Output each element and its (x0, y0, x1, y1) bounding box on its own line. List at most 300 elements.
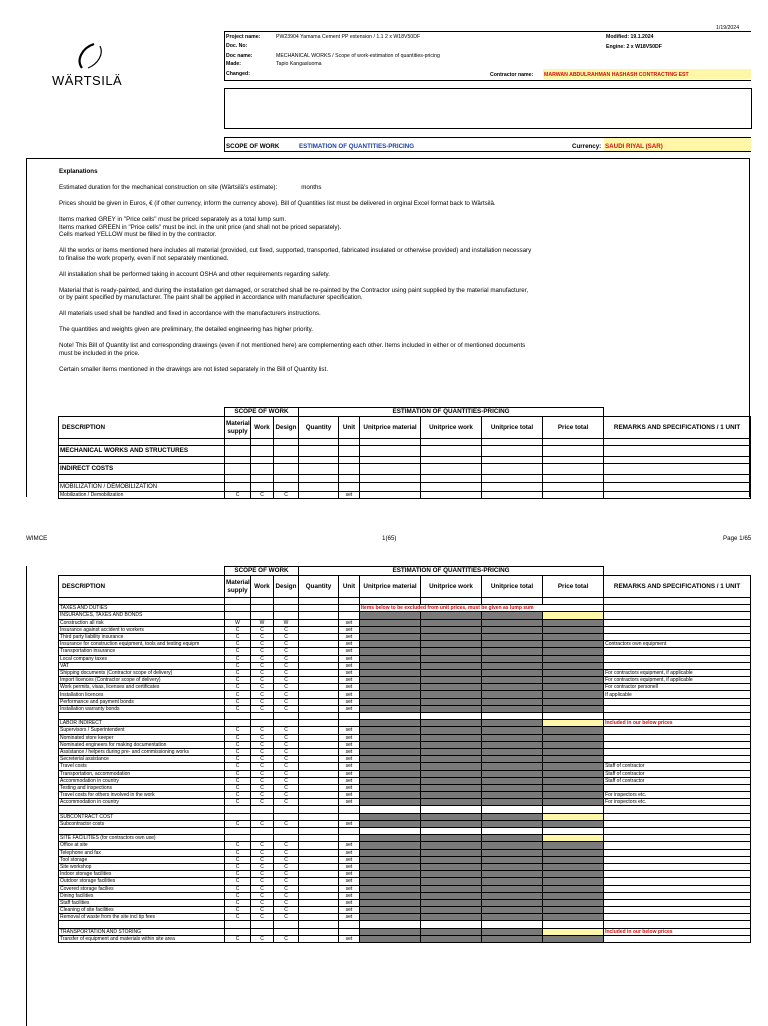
item-price-total (543, 727, 604, 734)
item-quantity (299, 669, 339, 676)
item-unitprice-work (421, 842, 482, 849)
item-design: C (274, 885, 299, 892)
table-row (59, 784, 751, 791)
item-unitprice-total (482, 619, 543, 626)
table-row (59, 842, 751, 849)
item-material-supply: C (225, 641, 251, 648)
item-unitprice-work (421, 748, 482, 755)
item-material-supply: C (225, 777, 251, 784)
item-price-total (543, 655, 604, 662)
item-unitprice-total (482, 763, 543, 770)
table-row (59, 655, 751, 662)
item-unit: set (339, 899, 360, 906)
table-cell (360, 928, 421, 935)
item-description: Nominated engineers for making documentation (59, 741, 225, 748)
project-value: PW23904 Yamama Cement PP extension / 1.1 2 x W18V50DF (276, 34, 421, 40)
blank-cell (274, 828, 299, 835)
item-remarks (604, 885, 751, 892)
unit-header: Unit (339, 417, 360, 439)
doc-no-label: Doc. No: (226, 43, 248, 49)
item-design: C (274, 777, 299, 784)
table-cell (604, 605, 751, 612)
item-description: Performance and payment bonds (59, 698, 225, 705)
table-row (59, 871, 751, 878)
explanation-quantities: The quantities and weights given are preliminary, the detailed engineering has higher priority. (59, 326, 313, 333)
table-cell (299, 928, 339, 935)
item-price-total (543, 820, 604, 827)
item-work: C (251, 662, 274, 669)
doc-name-label: Doc name: (226, 53, 253, 59)
item-remarks (604, 784, 751, 791)
page2-table (58, 566, 751, 943)
item-design: C (274, 899, 299, 906)
item-remarks: Staff of contractor (604, 763, 751, 770)
item-work: C (251, 748, 274, 755)
blank-cell (339, 598, 360, 605)
item-unit: set (339, 633, 360, 640)
item-unitprice-total (482, 892, 543, 899)
item-remarks (604, 907, 751, 914)
item-unitprice-total (482, 734, 543, 741)
p2-price-total-header: Price total (543, 576, 604, 598)
blank-cell (482, 598, 543, 605)
table-cell (274, 605, 299, 612)
item-design: C (274, 684, 299, 691)
item-unitprice-total (482, 863, 543, 870)
explanation-osha: All installation shall be performed taking in account OSHA and other requirements regarding safety. (59, 270, 330, 278)
item-remarks (604, 863, 751, 870)
item-work: C (251, 763, 274, 770)
item-unitprice-material (360, 691, 421, 698)
item-quantity (299, 878, 339, 885)
item-unitprice-total (482, 655, 543, 662)
item-remarks: For inspectors etc. (604, 792, 751, 799)
table-cell (339, 605, 360, 612)
item-unitprice-total (482, 698, 543, 705)
remarks-cell (604, 835, 751, 842)
item-unitprice-total (482, 705, 543, 712)
item-unit: set (339, 741, 360, 748)
item-unitprice-work (421, 756, 482, 763)
item-unit: set (339, 691, 360, 698)
item-unitprice-work (421, 863, 482, 870)
item-unitprice-total (482, 641, 543, 648)
item-quantity (299, 734, 339, 741)
item-material-supply: C (225, 677, 251, 684)
item-price-total (543, 849, 604, 856)
item-material-supply: C (225, 892, 251, 899)
item-work: C (251, 705, 274, 712)
item-unitprice-work (421, 633, 482, 640)
table-cell (339, 835, 360, 842)
item-material-supply: C (225, 820, 251, 827)
p2-unitprice-work-header: Unitprice work (421, 576, 482, 598)
item-remarks (604, 619, 751, 626)
item-unit: set (339, 669, 360, 676)
item-description: Transfer of equipment and materials within site area (59, 935, 225, 942)
material-supply-header: Material supply (225, 417, 251, 439)
item-remarks (604, 842, 751, 849)
table-cell (225, 605, 251, 612)
item-design: C (274, 799, 299, 806)
p2-description-header: DESCRIPTION (59, 576, 225, 598)
mobilization-header-row: MOBILIZATION / DEMOBILIZATION (59, 482, 225, 491)
item-unitprice-material (360, 619, 421, 626)
item-work: C (251, 849, 274, 856)
item-description: Site workshop (59, 863, 225, 870)
table-cell (225, 835, 251, 842)
item-price-total (543, 885, 604, 892)
item-material-supply: C (225, 705, 251, 712)
blank-cell (225, 598, 251, 605)
item-work: C (251, 820, 274, 827)
item-material-supply: C (225, 741, 251, 748)
item-unitprice-total (482, 907, 543, 914)
item-remarks: For contractors equipment, if applicable (604, 677, 751, 684)
p2-remarks-header: REMARKS AND SPECIFICATIONS / 1 UNIT (604, 576, 751, 598)
item-unit: set (339, 849, 360, 856)
section-header-label: INSURANCES, TAXES AND BONDS (59, 612, 225, 619)
item-work: C (251, 871, 274, 878)
blank-cell (59, 828, 225, 835)
blank-cell (299, 921, 339, 928)
blank-cell (274, 598, 299, 605)
item-material-supply: C (225, 684, 251, 691)
mobilization-row: Mobilization / Demobilization C C C set (59, 491, 751, 498)
item-unitprice-total (482, 799, 543, 806)
item-material-supply: C (225, 899, 251, 906)
table-row (59, 669, 751, 676)
table-row (59, 763, 751, 770)
item-price-total (543, 792, 604, 799)
item-remarks (604, 820, 751, 827)
item-quantity (299, 899, 339, 906)
item-unitprice-material (360, 648, 421, 655)
item-quantity (299, 770, 339, 777)
price-cell (543, 813, 604, 820)
item-material-supply: C (225, 734, 251, 741)
blank-cell (299, 828, 339, 835)
table-cell (251, 835, 274, 842)
footer-right: Page 1/65 (723, 535, 752, 542)
item-description: Accommodation in country (59, 799, 225, 806)
item-remarks: For inspectors etc. (604, 799, 751, 806)
item-remarks (604, 698, 751, 705)
item-design: C (274, 648, 299, 655)
table-cell (482, 612, 543, 619)
item-quantity (299, 677, 339, 684)
section-header-row (59, 928, 751, 935)
table-cell (225, 928, 251, 935)
footer-center: 1(65) (382, 535, 397, 542)
item-quantity (299, 619, 339, 626)
item-remarks: For contractor personell (604, 684, 751, 691)
item-work: C (251, 799, 274, 806)
item-unitprice-material (360, 669, 421, 676)
item-price-total (543, 741, 604, 748)
item-material-supply: C (225, 669, 251, 676)
item-design: C (274, 770, 299, 777)
table-row (59, 705, 751, 712)
wartsila-logo (52, 40, 132, 90)
table-cell (339, 928, 360, 935)
item-material-supply: C (225, 849, 251, 856)
explanation-colors: Items marked GREY in "Price cells" must be priced separately as a total lump sum. Items marked GREEN in "Price cells" must be incl. in the unit price (and shall not be priced separately). Cells marked YELLOW must be filled in by the contractor. (59, 216, 342, 238)
blank-row (59, 828, 751, 835)
blank-cell (299, 806, 339, 813)
table-cell (339, 612, 360, 619)
section-header-label: SITE FACILITIES (for contractors own use) (59, 835, 225, 842)
item-design: C (274, 842, 299, 849)
item-description: Dining facilities (59, 892, 225, 899)
item-unitprice-material (360, 655, 421, 662)
item-unitprice-material (360, 899, 421, 906)
item-description: Installation licences (59, 691, 225, 698)
remarks-cell: Included in our below prices (604, 720, 751, 727)
table-row (59, 799, 751, 806)
table-cell (251, 612, 274, 619)
item-quantity (299, 842, 339, 849)
blank-row (59, 713, 751, 720)
item-work: C (251, 691, 274, 698)
item-material-supply: C (225, 662, 251, 669)
item-description: Cleaning of site facilities (59, 907, 225, 914)
table-cell (251, 813, 274, 820)
blank-cell (251, 598, 274, 605)
item-work: C (251, 698, 274, 705)
price-total-header: Price total (543, 417, 604, 439)
item-description: Subcontractor costs (59, 820, 225, 827)
item-remarks (604, 662, 751, 669)
item-material-supply: C (225, 748, 251, 755)
table-row (59, 935, 751, 942)
price-cell (543, 835, 604, 842)
item-description: Insurance for construction equipment, tools and testing equipm (59, 641, 225, 648)
quantity-header: Quantity (299, 417, 339, 439)
blank-cell (299, 713, 339, 720)
item-unitprice-material (360, 892, 421, 899)
item-remarks (604, 892, 751, 899)
scope-of-work-header: SCOPE OF WORK (225, 408, 299, 417)
item-unitprice-work (421, 727, 482, 734)
item-quantity (299, 727, 339, 734)
item-work: C (251, 792, 274, 799)
item-unitprice-material (360, 863, 421, 870)
item-description: Work permits, visas, licenses and certificates (59, 684, 225, 691)
item-price-total (543, 691, 604, 698)
item-price-total (543, 799, 604, 806)
logo-text: WÄRTSILÄ (52, 73, 123, 88)
explanation-paint: Material that is ready-painted, and during the installation get damaged, or scratched shall be re-painted by the Contractor using paint supplied by the material manufacturer, or by paint specified by manufacturer. The paint shall be applied in accordance with manufacturer specification. (59, 286, 529, 301)
table-row (59, 741, 751, 748)
table-row (59, 907, 751, 914)
item-description: Nominated store keeper (59, 734, 225, 741)
explanation-handling: All materials used shall be handled and fixed in accordance with the manufacturers instructions. (59, 310, 321, 317)
item-design: C (274, 633, 299, 640)
item-unitprice-total (482, 777, 543, 784)
remarks-cell (604, 813, 751, 820)
item-unitprice-work (421, 914, 482, 921)
item-design: C (274, 849, 299, 856)
item-unitprice-work (421, 763, 482, 770)
footer-left: WIMCE (26, 535, 48, 542)
item-quantity (299, 849, 339, 856)
blank-cell (360, 806, 421, 813)
item-quantity (299, 705, 339, 712)
table-row (59, 633, 751, 640)
item-unitprice-total (482, 691, 543, 698)
item-description: Tool storage (59, 856, 225, 863)
table-cell (421, 928, 482, 935)
item-unitprice-work (421, 935, 482, 942)
blank-cell (251, 713, 274, 720)
item-unitprice-work (421, 871, 482, 878)
item-material-supply: C (225, 871, 251, 878)
item-design: C (274, 820, 299, 827)
blank-cell (225, 828, 251, 835)
item-unitprice-material (360, 705, 421, 712)
item-unit: set (339, 698, 360, 705)
item-unitprice-work (421, 784, 482, 791)
item-quantity (299, 935, 339, 942)
item-remarks (604, 748, 751, 755)
remarks-cell (604, 612, 751, 619)
item-unit: set (339, 842, 360, 849)
item-unitprice-total (482, 878, 543, 885)
design-header: Design (274, 417, 299, 439)
blank-cell (339, 806, 360, 813)
item-remarks (604, 914, 751, 921)
item-remarks (604, 756, 751, 763)
item-unitprice-work (421, 907, 482, 914)
item-price-total (543, 784, 604, 791)
blank-cell (360, 713, 421, 720)
item-work: C (251, 885, 274, 892)
table-cell (360, 720, 421, 727)
section-header-label: TAXES AND DUTIES (59, 605, 225, 612)
item-remarks (604, 705, 751, 712)
item-unit: set (339, 756, 360, 763)
item-quantity (299, 799, 339, 806)
item-design: C (274, 756, 299, 763)
item-price-total (543, 871, 604, 878)
item-unitprice-total (482, 748, 543, 755)
table-cell (482, 928, 543, 935)
table-cell (274, 928, 299, 935)
item-material-supply: C (225, 907, 251, 914)
item-unit: set (339, 655, 360, 662)
item-material-supply: C (225, 626, 251, 633)
item-remarks (604, 878, 751, 885)
item-unitprice-work (421, 655, 482, 662)
modified-label: Modified: 19.1.2024 (606, 34, 654, 40)
item-description: Outdoor storage facilities (59, 878, 225, 885)
item-unitprice-work (421, 619, 482, 626)
blank-cell (543, 806, 604, 813)
table-row (59, 648, 751, 655)
item-unitprice-total (482, 820, 543, 827)
item-unit: set (339, 878, 360, 885)
item-unitprice-work (421, 849, 482, 856)
item-price-total (543, 863, 604, 870)
section-header-row (59, 835, 751, 842)
item-price-total (543, 842, 604, 849)
item-unit: set (339, 914, 360, 921)
item-design: C (274, 655, 299, 662)
item-unitprice-material (360, 770, 421, 777)
table-row (59, 662, 751, 669)
item-remarks: Staff of contractor (604, 777, 751, 784)
made-label: Made: (226, 61, 241, 67)
item-price-total (543, 619, 604, 626)
item-unitprice-work (421, 684, 482, 691)
item-design: C (274, 892, 299, 899)
item-description: Telephone and fax (59, 849, 225, 856)
item-remarks (604, 871, 751, 878)
item-unitprice-work (421, 641, 482, 648)
item-unitprice-work (421, 770, 482, 777)
changed-label: Changed: (226, 71, 250, 77)
item-quantity (299, 748, 339, 755)
item-quantity (299, 698, 339, 705)
item-material-supply: C (225, 784, 251, 791)
item-price-total (543, 935, 604, 942)
item-price-total (543, 662, 604, 669)
p2-unit-header: Unit (339, 576, 360, 598)
table-cell (299, 835, 339, 842)
item-quantity (299, 691, 339, 698)
item-design: C (274, 914, 299, 921)
blank-cell (225, 806, 251, 813)
table-cell (421, 720, 482, 727)
item-work: C (251, 856, 274, 863)
item-price-total (543, 856, 604, 863)
blank-cell (604, 828, 751, 835)
explanations-section (59, 168, 739, 382)
blank-cell (482, 921, 543, 928)
item-remarks (604, 734, 751, 741)
table-row (59, 899, 751, 906)
item-material-supply: C (225, 763, 251, 770)
item-unitprice-material (360, 878, 421, 885)
section-header-row (59, 605, 751, 612)
p2-material-supply-header: Material supply (225, 576, 251, 598)
table-cell (274, 720, 299, 727)
table-cell (225, 813, 251, 820)
item-description: Construction all risk (59, 619, 225, 626)
unitprice-material-header: Unitprice material (360, 417, 421, 439)
item-quantity (299, 662, 339, 669)
item-unitprice-work (421, 777, 482, 784)
table-cell (299, 720, 339, 727)
table-row (59, 820, 751, 827)
item-unit: set (339, 784, 360, 791)
item-unitprice-work (421, 741, 482, 748)
item-unit: set (339, 892, 360, 899)
remarks-header: REMARKS AND SPECIFICATIONS / 1 UNIT (604, 417, 751, 439)
table-cell (421, 835, 482, 842)
item-price-total (543, 641, 604, 648)
item-unitprice-material (360, 849, 421, 856)
item-remarks (604, 899, 751, 906)
blank-cell (274, 806, 299, 813)
item-unitprice-total (482, 792, 543, 799)
table-cell (251, 720, 274, 727)
item-material-supply: C (225, 655, 251, 662)
item-price-total (543, 705, 604, 712)
item-unit: set (339, 734, 360, 741)
notes-box (224, 88, 752, 129)
